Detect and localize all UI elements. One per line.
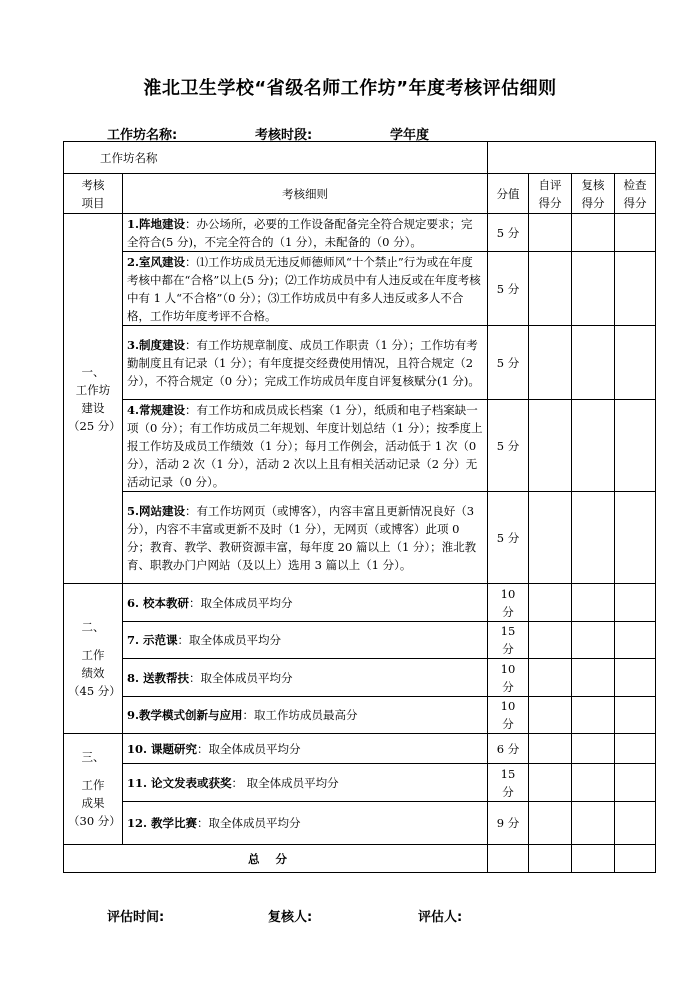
table-row — [64, 697, 656, 734]
category-3-spacer — [68, 766, 118, 776]
workshop-name-row — [64, 142, 656, 174]
total-self-score[interactable] — [529, 845, 572, 873]
eval-time-label: 评估时间: — [107, 910, 165, 925]
total-review-score[interactable] — [572, 845, 615, 873]
item-9-head: 9.教学模式创新与应用 — [127, 708, 243, 722]
category-2 — [64, 584, 123, 734]
item-2-self-score[interactable] — [529, 252, 572, 326]
header-review-line1: 复核 — [581, 177, 605, 192]
item-4-text: ：有工作坊和成员成长档案（1 分），纸质和电子档案缺一项（0 分）；有工作坊成员二年规划、年度计划总结（1 分）；按季度上报工作坊及成员工作绩效（1 分）；每月工作例会，活动低于 1 次（0 分），活动 2 次（1 分），活动 2 次以上且有相关活动记录（2 分）无活动记录（0 分）。 — [127, 402, 483, 489]
category-1-line2: 工作坊 — [75, 382, 111, 397]
item-8-self-score[interactable] — [529, 659, 572, 697]
item-10-head: 10. 课题研究 — [127, 741, 198, 756]
item-9-check-score[interactable] — [615, 697, 656, 734]
item-6-check-score[interactable] — [615, 584, 656, 622]
item-8-text: ：取全体成员平均分 — [189, 670, 293, 685]
item-11-head: 11. 论文发表或获奖 — [127, 775, 232, 790]
category-3 — [64, 734, 123, 845]
item-2-text: ：⑴工作坊成员无违反师德师风“十个禁止”行为或在年度考核中都在“合格”以上(5 分)；⑵工作坊成员中有人违反或在年度考核中有 1 人“不合格”（0 分）；⑶工作坊成员中有多人违反或多人不合格，工作坊年度考评不合格。 — [127, 254, 481, 323]
page-title: 淮北卫生学校“省级名师工作坊”年度考核评估细则 — [143, 78, 557, 99]
item-4-head: 4.常规建设 — [127, 402, 186, 417]
header-score: 分值 — [488, 174, 529, 214]
item-11-text: ： 取全体成员平均分 — [231, 775, 339, 790]
item-2-detail — [123, 252, 488, 326]
category-2-line1: 二、 — [81, 619, 105, 634]
header-check-line2: 得分 — [623, 195, 647, 210]
item-1-text: ：办公场所，必要的工作设备配备完全符合规定要求；完全符合(5 分)，不完全符合的（1 分），未配备的（0 分）。 — [127, 216, 473, 249]
workshop-name-label-text: 工作坊名称 — [100, 150, 158, 165]
item-11-score-num: 15 — [500, 766, 516, 781]
table-row — [64, 252, 656, 326]
item-8-review-score[interactable] — [572, 659, 615, 697]
item-12-score: 9 分 — [488, 802, 529, 845]
item-6-self-score[interactable] — [529, 584, 572, 622]
item-9-score-unit: 分 — [502, 717, 514, 731]
header-review-score — [572, 174, 615, 214]
item-3-review-score[interactable] — [572, 326, 615, 400]
item-9-score — [488, 697, 529, 734]
header-check-line1: 检查 — [623, 177, 647, 192]
item-7-review-score[interactable] — [572, 622, 615, 659]
item-2-head: 2.室风建设 — [127, 254, 186, 269]
item-7-score-num: 15 — [500, 624, 516, 638]
item-3-self-score[interactable] — [529, 326, 572, 400]
category-1-line3: 建设 — [81, 400, 105, 415]
assessment-table — [63, 141, 656, 873]
item-8-score-num: 10 — [500, 661, 516, 676]
table-row — [64, 802, 656, 845]
item-10-score: 6 分 — [488, 734, 529, 764]
item-2-review-score[interactable] — [572, 252, 615, 326]
item-9-self-score[interactable] — [529, 697, 572, 734]
header-review-line2: 得分 — [581, 195, 605, 210]
item-4-check-score[interactable] — [615, 400, 656, 492]
header-row — [64, 174, 656, 214]
item-3-check-score[interactable] — [615, 326, 656, 400]
table-row — [64, 622, 656, 659]
item-6-score — [488, 584, 529, 622]
header-project-line2: 项目 — [81, 195, 105, 210]
item-7-score-unit: 分 — [502, 642, 514, 656]
item-10-review-score[interactable] — [572, 734, 615, 764]
table-row — [64, 584, 656, 622]
item-3-score: 5 分 — [488, 326, 529, 400]
item-12-text: ：取全体成员平均分 — [197, 816, 301, 830]
item-7-self-score[interactable] — [529, 622, 572, 659]
category-2-line3: 绩效 — [81, 665, 105, 680]
item-11-check-score[interactable] — [615, 764, 656, 802]
category-1 — [64, 214, 123, 584]
item-5-score: 5 分 — [488, 492, 529, 584]
item-8-detail — [123, 659, 488, 697]
item-6-text: ：取全体成员平均分 — [189, 595, 293, 610]
table-row — [64, 764, 656, 802]
item-2-score: 5 分 — [488, 252, 529, 326]
item-11-score-unit: 分 — [502, 784, 514, 799]
item-1-review-score[interactable] — [572, 214, 615, 252]
item-4-self-score[interactable] — [529, 400, 572, 492]
total-score[interactable] — [488, 845, 529, 873]
item-1-check-score[interactable] — [615, 214, 656, 252]
item-1-self-score[interactable] — [529, 214, 572, 252]
category-3-line4: （30 分） — [68, 814, 121, 828]
item-10-text: ：取全体成员平均分 — [197, 741, 301, 756]
item-4-detail — [123, 400, 488, 492]
item-10-detail — [123, 734, 488, 764]
table-row — [64, 214, 656, 252]
item-6-review-score[interactable] — [572, 584, 615, 622]
header-self-line1: 自评 — [538, 177, 562, 192]
item-8-head: 8. 送教帮扶 — [127, 670, 190, 685]
item-10-check-score[interactable] — [615, 734, 656, 764]
item-5-head: 5.网站建设 — [127, 503, 186, 518]
item-9-detail — [123, 697, 488, 734]
item-6-detail — [123, 584, 488, 622]
item-7-head: 7. 示范课 — [127, 633, 178, 647]
item-3-detail — [123, 326, 488, 400]
item-7-check-score[interactable] — [615, 622, 656, 659]
evaluator-label: 评估人: — [418, 910, 463, 925]
category-1-line1: 一、 — [81, 364, 105, 379]
item-11-score — [488, 764, 529, 802]
category-2-line4: （45 分） — [68, 683, 121, 698]
item-9-score-num: 10 — [500, 699, 516, 713]
total-row — [64, 845, 656, 873]
header-project-line1: 考核 — [81, 177, 105, 192]
item-11-self-score[interactable] — [529, 764, 572, 802]
item-4-review-score[interactable] — [572, 400, 615, 492]
item-4-score: 5 分 — [488, 400, 529, 492]
category-1-line4: （25 分） — [68, 418, 121, 433]
workshop-name-cell-label — [64, 142, 488, 174]
table-row — [64, 492, 656, 584]
period-label: 考核时段: — [255, 128, 313, 143]
item-7-text: ：取全体成员平均分 — [177, 633, 282, 647]
item-12-self-score[interactable] — [529, 802, 572, 845]
category-2-spacer — [68, 636, 118, 646]
reviewer-label: 复核人: — [268, 910, 313, 925]
item-8-score-unit: 分 — [502, 679, 514, 694]
workshop-name-input-cell[interactable] — [488, 142, 656, 174]
workshop-name-label: 工作坊名称: — [107, 128, 178, 143]
item-6-head: 6. 校本教研 — [127, 595, 190, 610]
item-1-head: 1.阵地建设 — [127, 216, 186, 231]
item-6-score-unit: 分 — [502, 604, 514, 619]
academic-year-label: 学年度 — [390, 128, 430, 143]
item-5-self-score[interactable] — [529, 492, 572, 584]
table-row — [64, 734, 656, 764]
item-3-text: ：有工作坊规章制度、成员工作职责（1 分）；工作坊有考勤制度且有记录（1 分）；有年度提交经费使用情况，且符合规定（2 分），不符合规定（0 分）；完成工作坊成员年度自评复核赋分(1 分)。 — [127, 337, 480, 388]
header-project — [64, 174, 123, 214]
item-7-score — [488, 622, 529, 659]
item-8-check-score[interactable] — [615, 659, 656, 697]
item-3-head: 3.制度建设 — [127, 337, 186, 352]
category-2-line2: 工作 — [81, 647, 105, 662]
item-1-score: 5 分 — [488, 214, 529, 252]
category-3-line1: 三、 — [81, 750, 105, 764]
item-5-text: ：有工作坊网页（或博客），内容丰富且更新情况良好（3 分），内容不丰富或更新不及时（1 分），无网页（或博客）此项 0 分；教育、教学、教研资源丰富，每年度 20 篇以上（1 分）；淮北教育、职教办门户网站（及以上）选用 3 篇以上（1 分）。 — [127, 503, 477, 572]
total-check-score[interactable] — [615, 845, 656, 873]
item-6-score-num: 10 — [500, 586, 516, 601]
item-11-detail — [123, 764, 488, 802]
item-8-score — [488, 659, 529, 697]
header-self-score — [529, 174, 572, 214]
header-check-score — [615, 174, 656, 214]
total-label: 总分 — [64, 845, 488, 873]
item-12-detail — [123, 802, 488, 845]
item-12-check-score[interactable] — [615, 802, 656, 845]
item-11-review-score[interactable] — [572, 764, 615, 802]
item-5-review-score[interactable] — [572, 492, 615, 584]
item-2-check-score[interactable] — [615, 252, 656, 326]
item-1-detail — [123, 214, 488, 252]
item-12-review-score[interactable] — [572, 802, 615, 845]
item-9-text: ：取工作坊成员最高分 — [242, 708, 358, 722]
header-self-line2: 得分 — [538, 195, 562, 210]
table-row — [64, 400, 656, 492]
item-7-detail — [123, 622, 488, 659]
table-row — [64, 326, 656, 400]
item-5-detail — [123, 492, 488, 584]
item-9-review-score[interactable] — [572, 697, 615, 734]
item-5-check-score[interactable] — [615, 492, 656, 584]
item-10-self-score[interactable] — [529, 734, 572, 764]
table-row — [64, 659, 656, 697]
item-12-head: 12. 教学比赛 — [127, 816, 198, 830]
category-3-line3: 成果 — [81, 796, 105, 810]
category-3-line2: 工作 — [81, 778, 105, 792]
header-detail: 考核细则 — [123, 174, 488, 214]
